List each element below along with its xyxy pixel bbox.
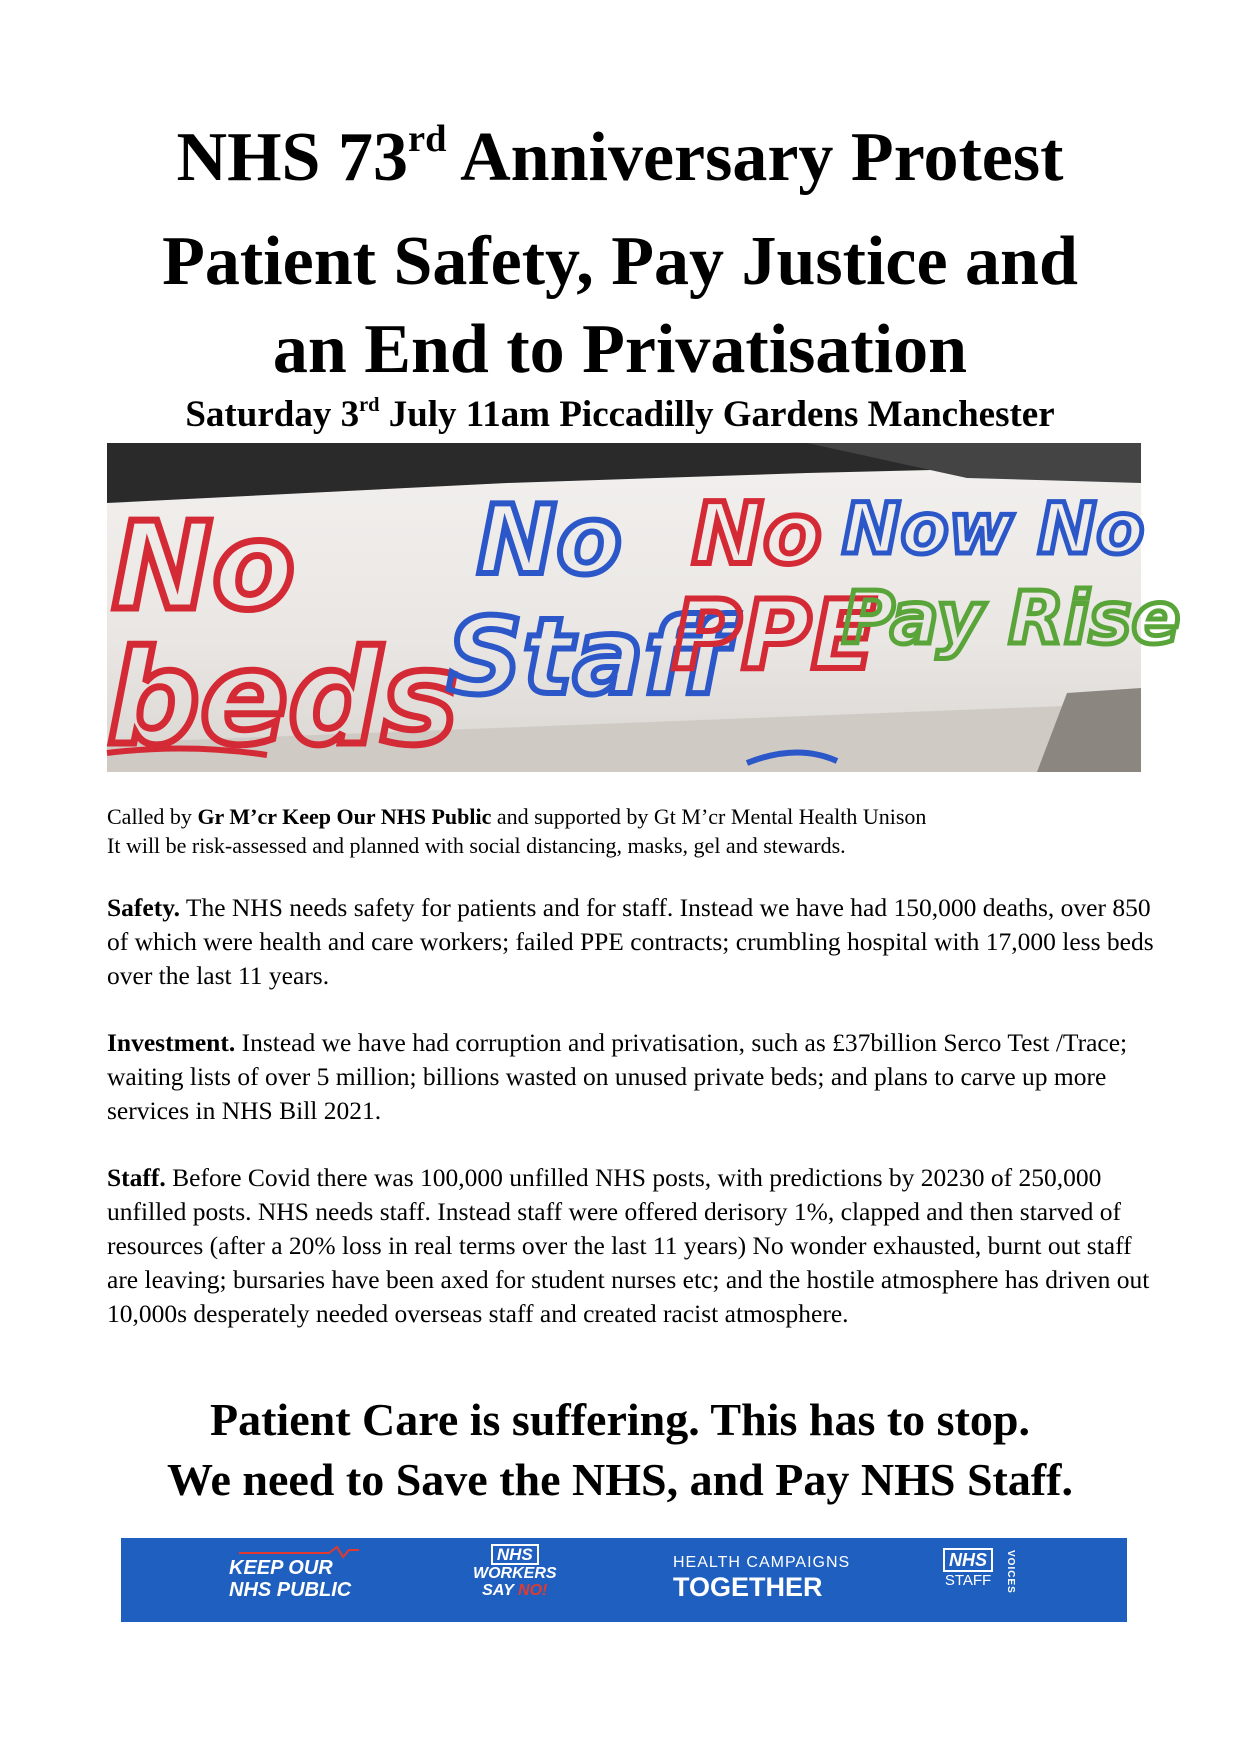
banner-word-staff: Staff bbox=[447, 596, 732, 718]
staff-paragraph: Staff. Before Covid there was 100,000 unfilled NHS posts, with predictions by 20230 of 250,000 unfilled posts. NHS needs staff. Instead staff were offered derisory 1%, clapped and then starved of resources (after a 20% loss in real terms over the last 11 years) No wonder exhausted, burnt out staff are leaving; bursaries have been axed for student nurses etc; and the hostile atmosphere has driven out 10,000s desperately needed overseas staff and created racist atmosphere. bbox=[107, 1163, 1150, 1328]
closing-line-2: We need to Save the NHS, and Pay NHS Staff. bbox=[167, 1454, 1073, 1505]
subtitle-line-1: Patient Safety, Pay Justice and bbox=[162, 223, 1078, 300]
supporter-logos-bar bbox=[121, 1538, 1127, 1622]
banner-word-pay-rise: Pay Rise bbox=[842, 576, 1181, 660]
banner-word-now-no: Now No bbox=[842, 488, 1145, 570]
safety-label: Safety. bbox=[107, 893, 180, 922]
nhs-box: NHS bbox=[491, 1544, 539, 1565]
banner-word-no-2: No bbox=[477, 486, 622, 596]
banner-word-no-3: No bbox=[692, 485, 822, 584]
nhs-box: NHS bbox=[943, 1548, 993, 1572]
nhs-workers-say-no-logo: NHS WORKERS SAY NO! bbox=[473, 1545, 557, 1599]
main-title: NHS 73rd Anniversary Protest bbox=[176, 118, 1064, 196]
health-campaigns-together-logo: HEALTH CAMPAIGNS TOGETHER bbox=[673, 1554, 851, 1602]
subtitle-line-2: an End to Privatisation bbox=[272, 311, 968, 388]
closing-line-1: Patient Care is suffering. This has to stop. bbox=[210, 1394, 1030, 1445]
investment-label: Investment. bbox=[107, 1028, 236, 1057]
banner-word-no-1: No bbox=[112, 498, 295, 637]
called-by-line: Called by Gr M’cr Keep Our NHS Public and supported by Gt M’cr Mental Health Unison bbox=[107, 804, 927, 829]
organiser-name: Gr M’cr Keep Our NHS Public bbox=[197, 804, 492, 829]
staff-label: Staff. bbox=[107, 1163, 166, 1192]
protest-banner-photo bbox=[107, 443, 1181, 774]
pulse-line-icon bbox=[239, 1545, 359, 1559]
intro-text bbox=[107, 802, 1147, 860]
keep-our-nhs-public-logo: KEEP OUR NHS PUBLIC bbox=[229, 1557, 351, 1601]
risk-line: It will be risk-assessed and planned with social distancing, masks, gel and stewards. bbox=[107, 833, 846, 858]
nhs-staff-voices-logo: NHS STAFF VOICES bbox=[944, 1550, 1016, 1594]
banner-word-ppe: PPE bbox=[672, 581, 877, 691]
safety-paragraph: Safety. The NHS needs safety for patients and for staff. Instead we have had 150,000 deaths, over 850 of which were health and care workers; failed PPE contracts; crumbling hospital with 17,000 less beds over the last 11 years. bbox=[107, 893, 1154, 990]
event-details: Saturday 3rd July 11am Piccadilly Gardens Manchester bbox=[185, 393, 1055, 435]
banner-word-beds: beds bbox=[107, 622, 459, 774]
investment-paragraph: Investment. Instead we have had corruption and privatisation, such as £37billion Serco Test /Trace; waiting lists of over 5 million; billions wasted on unused private beds; and plans to carve up more services in NHS Bill 2021. bbox=[107, 1028, 1128, 1125]
